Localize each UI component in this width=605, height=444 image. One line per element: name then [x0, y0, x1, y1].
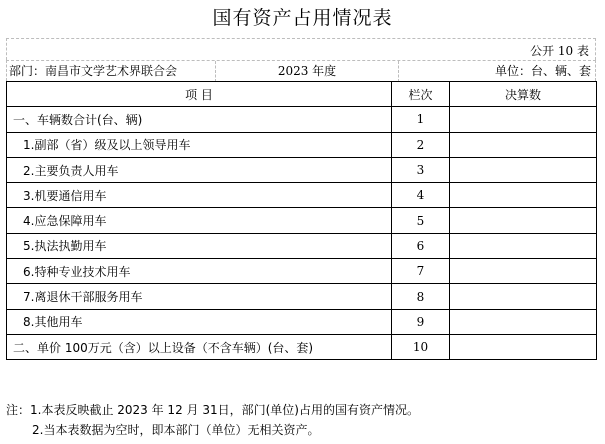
row-value	[450, 334, 597, 359]
row-value	[450, 157, 597, 182]
row-item: 3.机要通信用车	[7, 183, 392, 208]
row-value	[450, 208, 597, 233]
row-item: 6.特种专业技术用车	[7, 259, 392, 284]
row-value	[450, 259, 597, 284]
table-row	[7, 259, 597, 284]
row-item: 一、车辆数合计(台、辆)	[7, 107, 392, 132]
table-header-row	[7, 82, 597, 107]
table-row	[7, 233, 597, 258]
row-item: 8.其他用车	[7, 309, 392, 334]
header-item: 项 目	[7, 82, 392, 107]
row-item: 4.应急保障用车	[7, 208, 392, 233]
report-frame	[6, 38, 596, 382]
row-item: 1.副部（省）级及以上领导用车	[7, 132, 392, 157]
row-line-no: 7	[392, 259, 450, 284]
row-line-no: 6	[392, 233, 450, 258]
form-number: 公开 10 表	[530, 44, 589, 58]
row-value	[450, 132, 597, 157]
row-line-no: 10	[392, 334, 450, 359]
table-row	[7, 157, 597, 182]
row-value	[450, 284, 597, 309]
row-line-no: 3	[392, 157, 450, 182]
row-line-no: 5	[392, 208, 450, 233]
table-row	[7, 183, 597, 208]
row-line-no: 1	[392, 107, 450, 132]
row-value	[450, 183, 597, 208]
report-title: 国有资产占用情况表	[212, 7, 393, 29]
note-line-1: 注：1.本表反映截止 2023 年 12 月 31日，部门(单位)占用的国有资产情况。	[6, 403, 419, 417]
form-number-row	[6, 38, 596, 60]
header-final-value: 决算数	[450, 82, 597, 107]
row-item: 二、单价 100万元（含）以上设备（不含车辆）(台、套)	[7, 334, 392, 359]
unit-label: 单位：台、辆、套	[494, 64, 591, 78]
row-line-no: 4	[392, 183, 450, 208]
table-row	[7, 132, 597, 157]
row-line-no: 2	[392, 132, 450, 157]
row-line-no: 9	[392, 309, 450, 334]
meta-row	[6, 60, 596, 81]
header-line-no: 栏次	[392, 82, 450, 107]
note-line-2: 2.当本表数据为空时，即本部门（单位）无相关资产。	[32, 423, 320, 437]
table-row	[7, 309, 597, 334]
table-row	[7, 208, 597, 233]
table-row	[7, 284, 597, 309]
notes	[6, 400, 419, 440]
table-row	[7, 107, 597, 132]
table-row	[7, 334, 597, 359]
row-item: 5.执法执勤用车	[7, 233, 392, 258]
row-item: 2.主要负责人用车	[7, 157, 392, 182]
fiscal-year: 2023 年度	[215, 61, 399, 82]
row-value	[450, 309, 597, 334]
department-label: 部门：南昌市文学艺术界联合会	[9, 64, 178, 78]
row-value	[450, 233, 597, 258]
row-item: 7.离退休干部服务用车	[7, 284, 392, 309]
row-line-no: 8	[392, 284, 450, 309]
asset-table	[6, 81, 597, 360]
row-value	[450, 107, 597, 132]
